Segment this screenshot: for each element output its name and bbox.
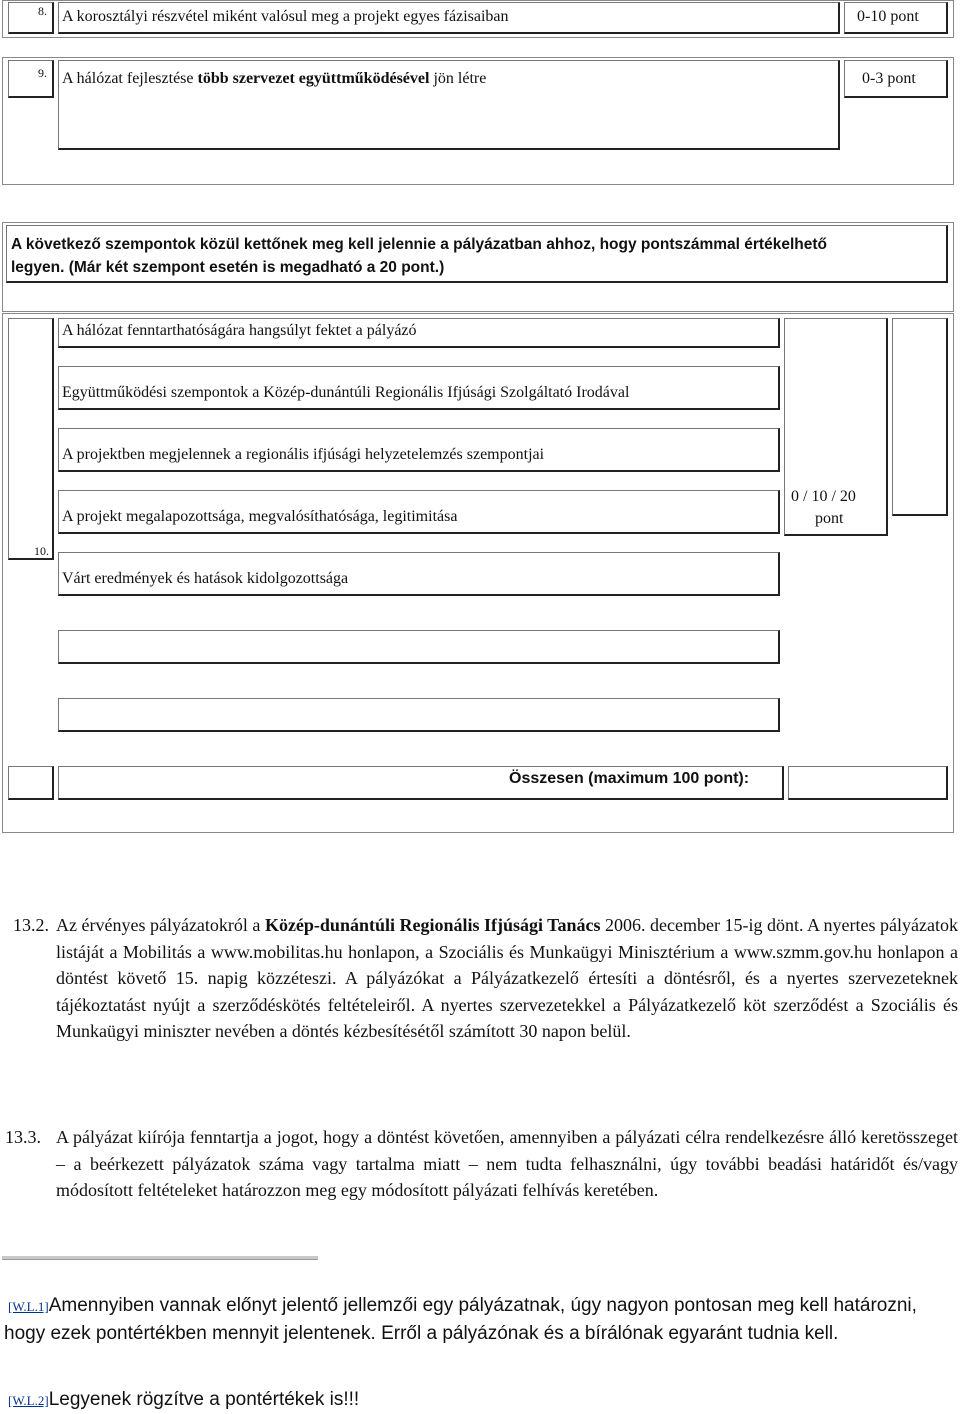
total-points-cell <box>788 766 948 800</box>
footnote-1-ref[interactable]: [W.L.1] <box>8 1299 49 1314</box>
notice-line-1: A következő szempontok közül kettőnek meg kell jelennie a pályázatban ahhoz, hogy pontszámmal értékelhető <box>11 236 827 253</box>
footnote-1 <box>4 1292 956 1347</box>
row-9-points: 0-3 pont <box>862 70 916 87</box>
row-9-number: 9. <box>38 66 47 80</box>
row-8-number: 8. <box>38 4 47 18</box>
section-13-2-label: 13.2. <box>13 915 49 935</box>
row-10-points-line-2: pont <box>815 510 844 527</box>
row-10-number-cell <box>8 318 54 560</box>
row-8-points: 0-10 pont <box>857 8 919 25</box>
footnote-2-ref[interactable]: [W.L.2] <box>8 1393 49 1408</box>
notice-line-2: legyen. (Már két szempont esetén is megadható a 20 pont.) <box>11 259 445 276</box>
total-number-cell <box>8 766 54 800</box>
row-10-item-2: Együttműködési szempontok a Közép-dunántúli Regionális Ifjúsági Szolgáltató Irodával <box>62 384 630 401</box>
row-10-item-4: A projekt megalapozottsága, megvalósíthatósága, legitimitása <box>62 508 458 525</box>
footnote-1-text: Amennyiben vannak előnyt jelentő jellemzői egy pályázatnak, úgy nagyon pontosan meg kell határozni, hogy ezek pontértékben mennyit jelentenek. Erről a pályázónak és a bírálónak egyaránt tudnia kell. <box>4 1295 917 1344</box>
total-label: Összesen (maximum 100 pont): <box>509 770 750 787</box>
row-10-number: 10. <box>34 544 49 558</box>
row-10-item-1: A hálózat fenntarthatóságára hangsúlyt fektet a pályázó <box>62 322 417 339</box>
row-10-points-line-1: 0 / 10 / 20 <box>791 488 856 505</box>
row-8-number-cell <box>8 2 54 34</box>
row-10-empty-cell-1 <box>58 630 780 664</box>
section-13-3-label: 13.3. <box>5 1127 41 1147</box>
footnote-2 <box>4 1386 956 1414</box>
footnote-2-text: Legyenek rögzítve a pontértékek is!!! <box>48 1389 360 1410</box>
row-10-empty-cell-2 <box>58 698 780 732</box>
szmm-link[interactable]: www.szmm.gov.hu <box>733 941 873 962</box>
footnote-separator <box>2 1256 318 1260</box>
mobilitas-link[interactable]: www.mobilitas.hu <box>210 941 343 962</box>
row-9-text: A hálózat fejlesztése több szervezet együttműködésével jön létre <box>62 70 487 87</box>
row-10-right-cell <box>892 318 948 516</box>
row-10-item-5: Várt eredmények és hatások kidolgozottsága <box>62 570 349 587</box>
section-13-2-text: Az érvényes pályázatokról a Közép-dunántúli Regionális Ifjúsági Tanács 2006. december 15-ig dönt. A nyertes pályázatok listáját a Mobilitás a www.mobilitas.hu honlapon, a Szociális és Munkaügyi Minisztérium a www.szmm.gov.hu honlapon a döntést követő 15. napig közzéteszi. A pályázókat a Pályázatkezelő értesíti a döntésről, és a nyertes szervezeteknek tájékoztatást nyújt a szerződéskötés feltételeiről. A nyertes szervezetekkel a Pályázatkezelő köt szerződést a Szociális és Munkaügyi miniszter nevében a döntés kézbesítésétől számított 30 napon belül. <box>56 915 958 1041</box>
row-9-number-cell <box>8 60 54 98</box>
row-8-text: A korosztályi részvétel miként valósul meg a projekt egyes fázisaiban <box>62 8 509 25</box>
section-13-3-text: A pályázat kiírója fenntartja a jogot, hogy a döntést követően, amennyiben a pályázati célra rendelkezésre álló keretösszeget – a beérkezett pályázatok száma vagy tartalma miatt – nem tudta felhasználni, úgy további beadási határidőt és/vagy módosított feltételeket határozzon meg egy módosított pályázati felhívás keretében. <box>56 1127 958 1200</box>
row-10-item-3: A projektben megjelennek a regionális ifjúsági helyzetelemzés szempontjai <box>62 446 545 463</box>
